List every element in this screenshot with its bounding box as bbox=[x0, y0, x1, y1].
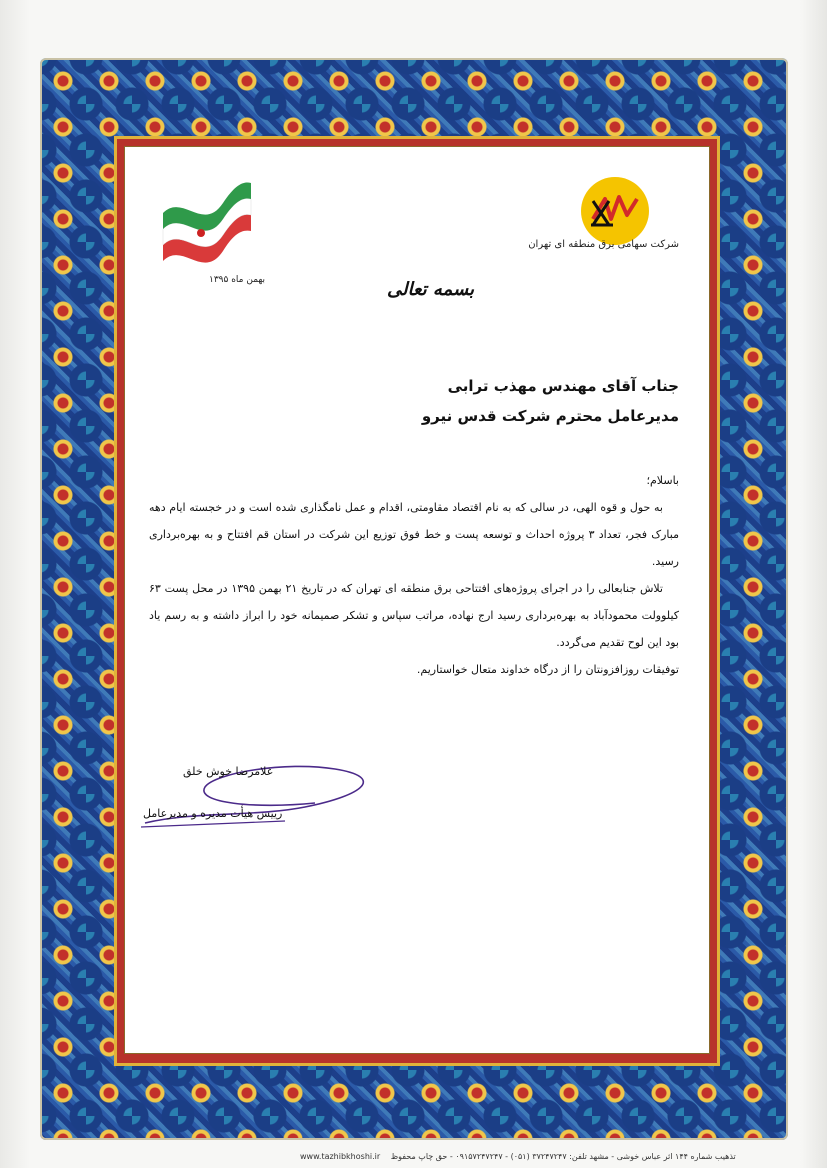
footer-url: www.tazhibkhoshi.ir bbox=[300, 1152, 381, 1161]
letter-body bbox=[149, 467, 679, 683]
paragraph-2: تلاش جنابعالی را در اجرای پروژه‌های افتتاحی برق منطقه ای تهران که در تاریخ ۲۱ بهمن ۱۳۹۵ در محل پست ۶۳ کیلوولت محمودآباد به بهره‌برداری رسید ارج نهاده، مراتب سپاس و تشکر صمیمانه خود را ابراز داشته و به رسم یاد بود این لوح تقدیم می‌گردد. bbox=[149, 582, 679, 649]
certificate-body bbox=[124, 146, 710, 1054]
paragraph-3: توفیقات روزافزونتان را از درگاه خداوند متعال خواستاریم. bbox=[416, 663, 679, 676]
addressee-title: مدیرعامل محترم شرکت قدس نیرو bbox=[421, 407, 679, 425]
paragraph-1: به حول و قوه الهی، در سالی که به نام اقتصاد مقاومتی، اقدام و عمل نامگذاری شده است و در خجسته ایام دهه مبارک فجر، تعداد ۳ پروژه احداث و توسعه پست و خط فوق توزیع این شرکت در استان قم افتتاح و به بهره‌برداری رسید. bbox=[149, 501, 679, 568]
iran-flag-icon bbox=[153, 175, 257, 285]
company-name: شرکت سهامی برق منطقه ای تهران bbox=[528, 239, 679, 250]
date: بهمن ماه ۱۳۹۵ bbox=[209, 275, 266, 285]
signature-block bbox=[135, 757, 385, 837]
signer-name: غلامرضا خوش خلق bbox=[183, 765, 273, 778]
bismillah-heading: بسمه تعالی bbox=[387, 279, 475, 300]
footer bbox=[300, 1152, 736, 1161]
company-logo-icon bbox=[579, 175, 651, 247]
signer-title: رییس هیأت مدیره و مدیرعامل bbox=[143, 807, 283, 820]
addressee-block bbox=[422, 371, 679, 431]
footer-text: تذهیب شماره ۱۴۴ اثر عباس خوشی - مشهد تلفن: ۳۷۲۴۷۲۴۷ (۰۵۱) - ۰۹۱۵۷۲۴۷۲۴۷ - حق چاپ محفوظ bbox=[390, 1152, 736, 1161]
greeting: باسلام؛ bbox=[646, 474, 679, 487]
addressee-name: جناب آقای مهندس مهذب ترابی bbox=[447, 377, 679, 395]
